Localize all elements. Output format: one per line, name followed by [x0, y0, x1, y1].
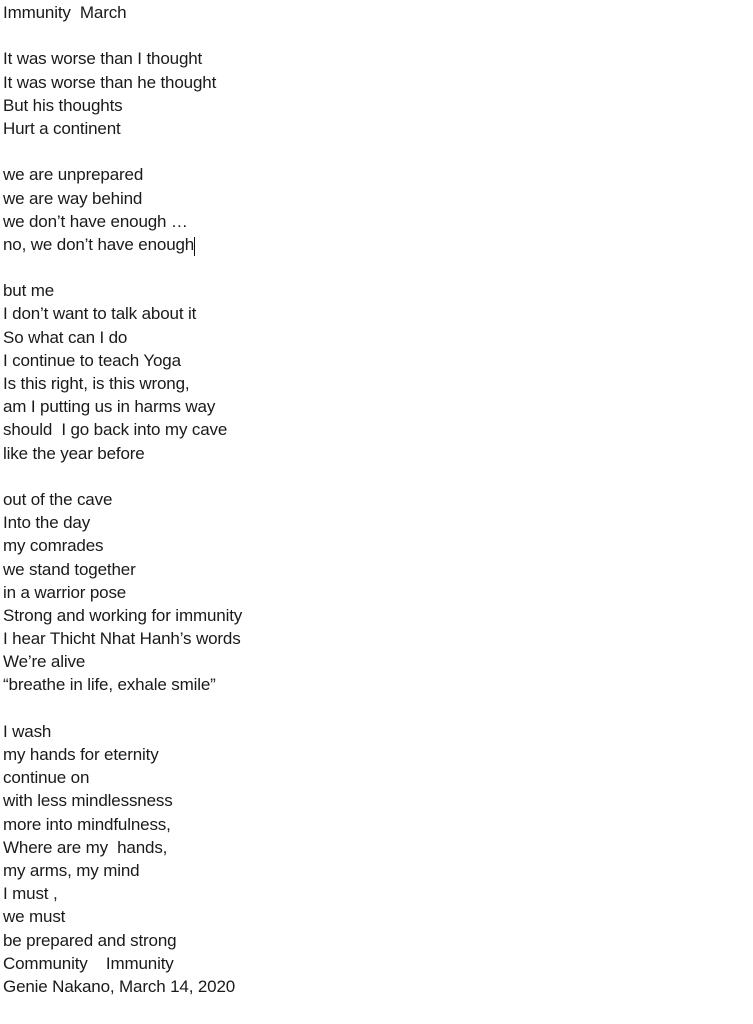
poem-line: Into the day — [3, 513, 91, 533]
poem-line: out of the cave — [3, 489, 113, 509]
poem-line: Genie Nakano, March 14, 2020 — [3, 976, 236, 996]
poem-line: continue on — [3, 768, 90, 788]
poem-text-area[interactable] — [3, 1, 242, 998]
poem-line: like the year before — [3, 443, 145, 463]
poem-line: we are unprepared — [3, 165, 144, 185]
poem-line: my arms, my mind — [3, 860, 140, 880]
poem-line: be prepared and strong — [3, 930, 177, 950]
poem-line — [3, 256, 242, 279]
poem-line — [3, 140, 242, 163]
poem-line: Community Immunity — [3, 953, 174, 973]
poem-line: I hear Thicht Nhat Hanh’s words — [3, 629, 241, 649]
poem-line: So what can I do — [3, 327, 128, 347]
poem-line: in a warrior pose — [3, 582, 127, 602]
text-cursor-caret — [194, 237, 195, 256]
poem-line: “breathe in life, exhale smile” — [3, 675, 216, 695]
poem-line: It was worse than he thought — [3, 72, 217, 92]
poem-line: my comrades — [3, 536, 104, 556]
poem-line: but me — [3, 281, 55, 301]
poem-line: we are way behind — [3, 188, 143, 208]
poem-line: Where are my hands, — [3, 837, 168, 857]
poem-line: no, we don’t have enough — [3, 234, 195, 254]
poem-line — [3, 465, 242, 488]
poem-line: I continue to teach Yoga — [3, 350, 181, 370]
poem-line: should I go back into my cave — [3, 420, 228, 440]
poem-line — [3, 24, 242, 47]
poem-line: we must — [3, 907, 66, 927]
poem-line: I must , — [3, 884, 58, 904]
poem-line: Is this right, is this wrong, — [3, 374, 190, 393]
poem-line: we stand together — [3, 559, 136, 579]
poem-line: I wash — [3, 721, 52, 741]
poem-line: Strong and working for immunity — [3, 605, 243, 625]
poem-line: But his thoughts — [3, 95, 123, 115]
poem-line: am I putting us in harms way — [3, 397, 216, 417]
poem-line: with less mindlessness — [3, 791, 173, 811]
poem-line: I don’t want to talk about it — [3, 304, 197, 324]
poem-line: We’re alive — [3, 652, 86, 672]
poem-line: we don’t have enough … — [3, 211, 188, 231]
poem-line: Hurt a continent — [3, 118, 121, 138]
poem-title-line: Immunity March — [3, 3, 127, 22]
poem-line — [3, 697, 242, 720]
poem-line: my hands for eternity — [3, 745, 159, 764]
poem-line: It was worse than I thought — [3, 49, 203, 69]
poem-line: more into mindfulness, — [3, 814, 171, 834]
